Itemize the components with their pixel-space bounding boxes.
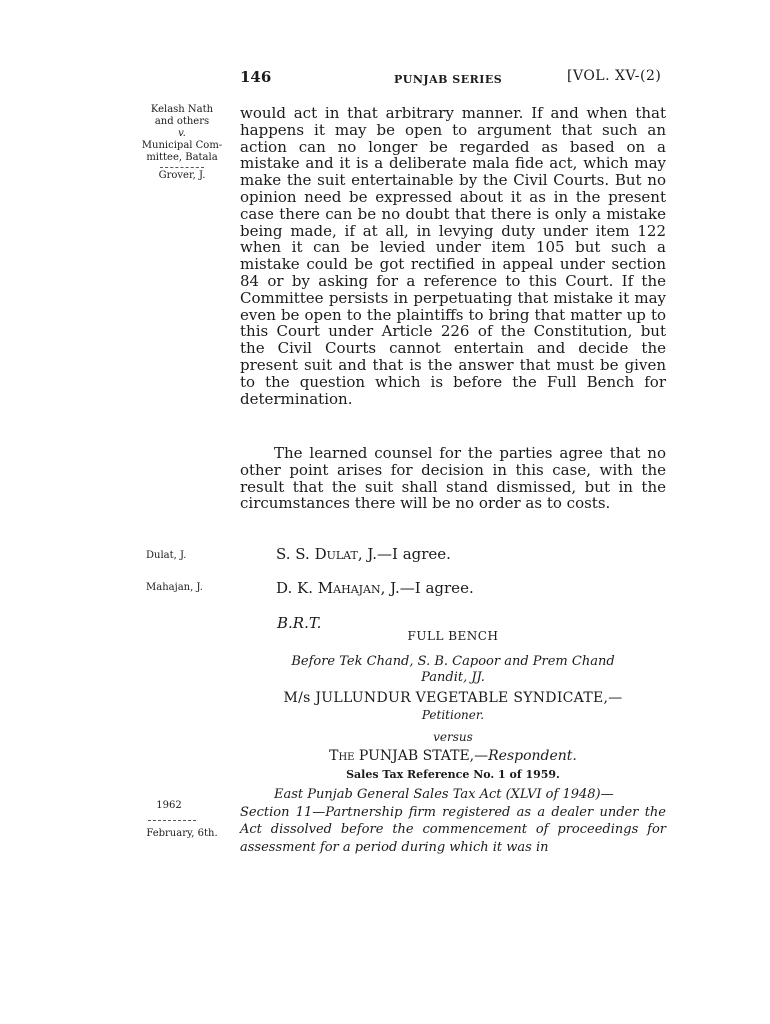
margin-case-line: mittee, Batala	[146, 152, 218, 163]
body-paragraph-2: The learned counsel for the parties agree that no other point arises for decision in this case, with the result that the suit shall stand dismissed, but in the circumstances there will be no order as to costs.	[240, 444, 666, 513]
respondent-article: The	[329, 748, 355, 764]
reporter-initials: B.R.T.	[277, 614, 322, 632]
margin-mahajan: Mahajan, J.	[146, 582, 203, 593]
respondent-label: Respondent.	[488, 748, 577, 764]
volume-label: [VOL. XV-(2)	[567, 68, 662, 84]
margin-date: February, 6th.	[146, 828, 218, 839]
petitioner-label: Petitioner.	[421, 708, 485, 722]
margin-author: Grover, J.	[158, 170, 206, 181]
margin-case-line: and others	[154, 116, 210, 127]
margin-case-line: Kelash Nath	[150, 104, 214, 115]
judge-initials: D. K.	[276, 579, 314, 597]
headnote-statute: East Punjab General Sales Tax Act (XLVI of 1948)—	[274, 787, 614, 802]
judge-name: Dulat	[314, 545, 358, 563]
bench-judges-line: Pandit, JJ.	[421, 670, 485, 685]
headnote-text: Section 11—Partnership firm registered as a dealer under the Act dissolved before the commencement of proceedings for assessment for a period during which it was in	[240, 804, 666, 855]
bench-judges	[240, 654, 666, 686]
margin-dulat: Dulat, J.	[146, 550, 187, 561]
margin-divider	[160, 167, 204, 168]
bench-judges-line: Before Tek Chand, S. B. Capoor and Prem Chand	[291, 654, 615, 669]
margin-year: 1962	[156, 800, 182, 811]
body-paragraph-1: would act in that arbitrary manner. If and when that happens it may be open to argument that such an action can no longer be regarded as based on a mistake and it is a deliberate mala fide act, which may make the suit entertainable by the Civil Courts. But no opinion need be expressed about it as in the present case there can be no doubt that there is only a mistake being made, if at all, in levying duty under item 122 when it can be levied under item 105 but such a mistake could be got rectified in appeal under section 84 or by asking for a reference to this Court. If the Committee persists in perpetuating that mistake it may even be open to the plaintiffs to bring that matter up to this Court under Article 226 of the Constitution, but the Civil Courts cannot entertain and decide the present suit and that is the answer that must be given to the question which is before the Full Bench for determination.	[240, 104, 666, 408]
bench-heading: FULL BENCH	[407, 629, 499, 643]
margin-case-line: Municipal Com-	[141, 140, 223, 151]
judge-name: Mahajan	[317, 579, 381, 597]
concurrence-dulat	[276, 545, 451, 563]
concurrence-mahajan	[276, 579, 474, 597]
respondent-line	[240, 748, 666, 764]
judge-initials: S. S.	[276, 545, 310, 563]
margin-case-title	[126, 104, 238, 182]
reference-number: Sales Tax Reference No. 1 of 1959.	[346, 768, 560, 781]
respondent-name: PUNJAB STATE,—	[354, 748, 489, 764]
headnote	[240, 786, 666, 856]
margin-date-divider	[148, 820, 196, 821]
concurrence-text: , J.—I agree.	[380, 579, 474, 597]
petitioner-name: M/s JULLUNDUR VEGETABLE SYNDICATE,—	[283, 690, 623, 706]
concurrence-text: , J.—I agree.	[357, 545, 451, 563]
margin-case-line: v.	[178, 128, 186, 139]
versus-label: versus	[433, 730, 473, 744]
page-number: 146	[240, 68, 272, 86]
series-title: PUNJAB SERIES	[394, 73, 503, 86]
